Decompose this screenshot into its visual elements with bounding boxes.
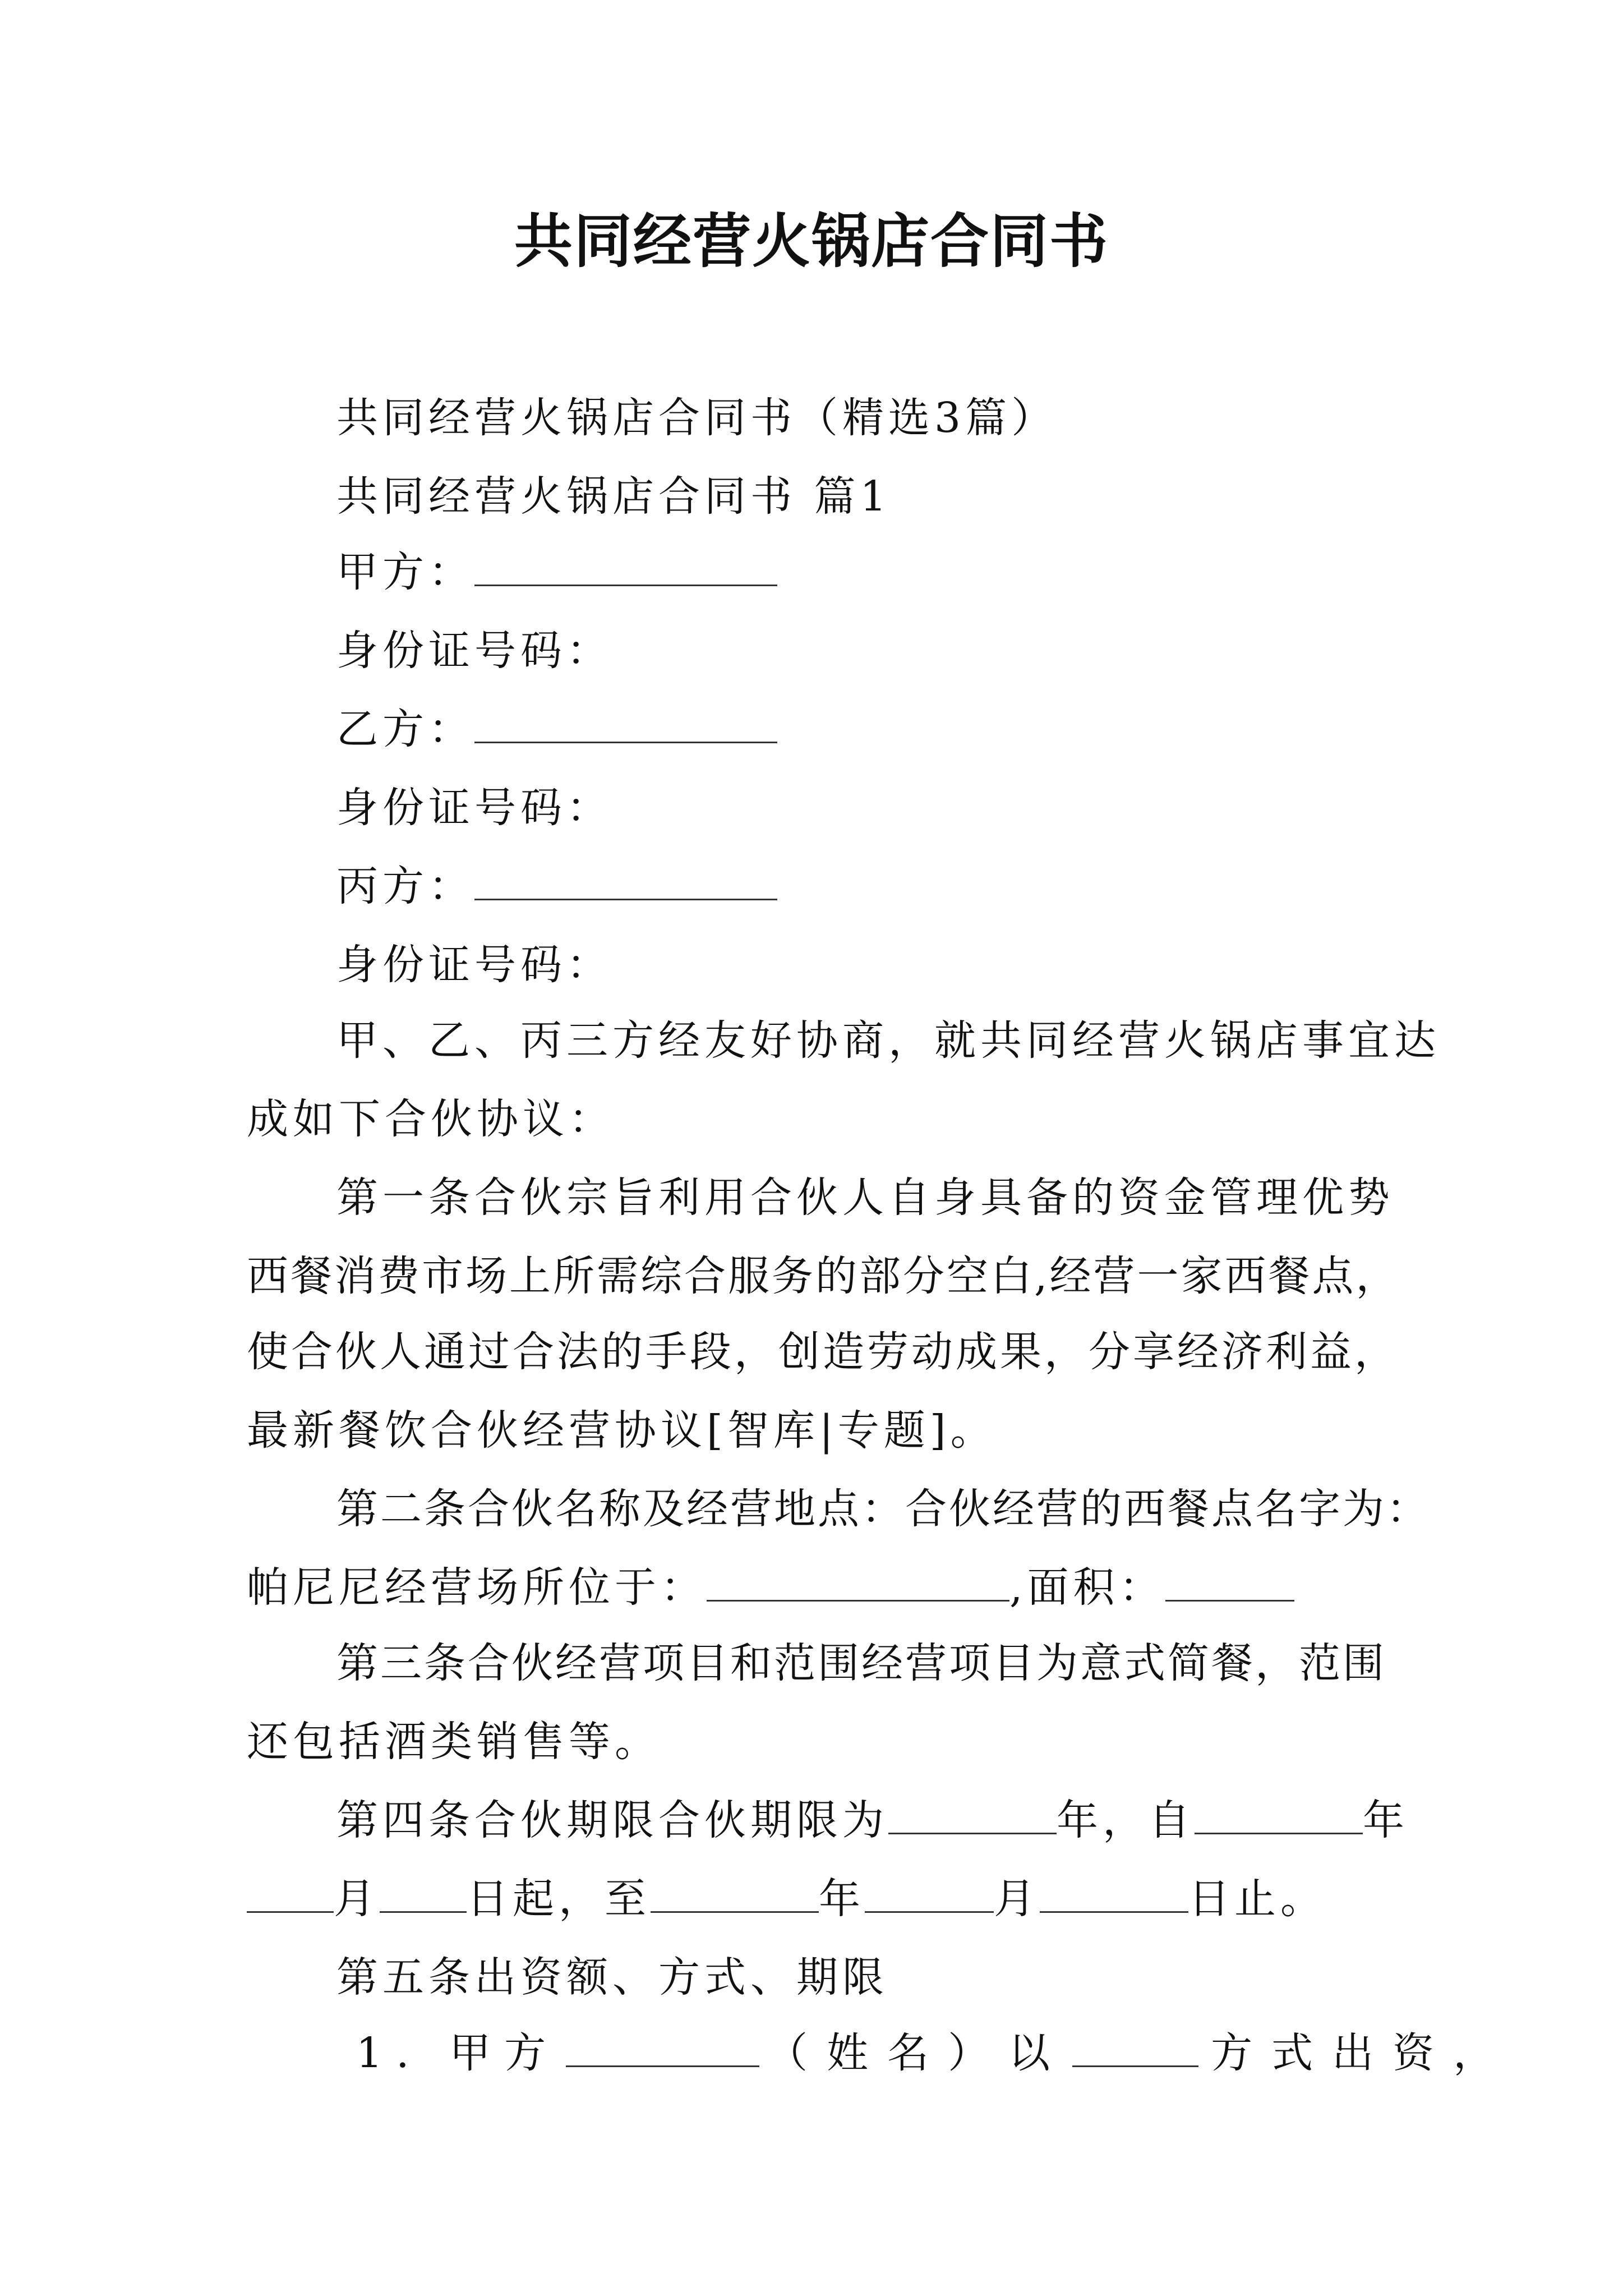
party-a-blank (474, 545, 777, 586)
party-b-id-line: 身份证号码： (336, 784, 612, 832)
start-day-blank (380, 1872, 467, 1913)
party-a-name-blank (566, 2026, 759, 2067)
start-year-blank (1195, 1793, 1363, 1834)
paragraph-line: 最新餐饮合伙经营协议[智库|专题]。 (247, 1406, 997, 1455)
party-b-label: 乙方： (336, 705, 474, 753)
document-title: 共同经营火锅店合同书 (514, 206, 1109, 275)
party-c-id-line: 身份证号码： (336, 941, 612, 989)
section-heading: 共同经营火锅店合同书 篇1 (336, 472, 891, 521)
location-blank (707, 1561, 1009, 1602)
party-a-line (336, 541, 777, 603)
month-label: 月 (334, 1875, 380, 1923)
party-a-id-line: 身份证号码： (336, 627, 612, 675)
date-range-line (247, 1868, 1326, 1930)
paragraph-line: 甲、乙、丙三方经友好协商，就共同经营火锅店事宜达 (336, 1016, 1440, 1065)
article-2-line: 第二条合伙名称及经营地点：合伙经营的西餐点名字为： (336, 1485, 1430, 1533)
paragraph-line: 西餐消费市场上所需综合服务的部分空白,经营一家西餐点， (247, 1252, 1400, 1300)
end-label: 日止。 (1188, 1875, 1326, 1923)
end-year-blank (651, 1872, 819, 1913)
article-1-line: 第一条合伙宗旨利用合伙人自身具备的资金管理优势 (336, 1174, 1394, 1222)
end-month-label: 月 (994, 1875, 1040, 1923)
end-month-blank (865, 1872, 994, 1913)
year-label: 年 (1363, 1796, 1409, 1844)
party-c-label: 丙方： (336, 862, 474, 910)
location-line (247, 1557, 1294, 1618)
end-year-label: 年 (819, 1875, 865, 1923)
party-a-label: 甲方： (336, 548, 474, 596)
term-label: 第四条合伙期限合伙期限为 (336, 1796, 888, 1844)
end-day-blank (1040, 1872, 1188, 1913)
term-years-blank (888, 1793, 1057, 1834)
method-blank (1072, 2026, 1198, 2067)
contrib-tail-label: 方式出资， (1211, 2029, 1514, 2077)
paragraph-line: 成如下合伙协议： (247, 1095, 615, 1143)
party-b-line (336, 698, 777, 760)
party-c-line (336, 855, 777, 917)
start-month-blank (247, 1872, 334, 1913)
article-5-line: 第五条出资额、方式、期限 (336, 1953, 888, 2001)
from-label: 年，自 (1057, 1796, 1195, 1844)
article-4-line (336, 1789, 1409, 1851)
subtitle-line: 共同经营火锅店合同书（精选3篇） (336, 394, 1058, 442)
area-blank (1165, 1561, 1294, 1602)
paragraph-line: 还包括酒类销售等。 (247, 1718, 661, 1766)
location-label: 帕尼尼经营场所位于： (247, 1563, 707, 1612)
party-b-blank (474, 702, 777, 743)
paragraph-line: 使合伙人通过合法的手段，创造劳动成果，分享经济利益， (247, 1328, 1399, 1376)
start-until-label: 日起，至 (467, 1875, 651, 1923)
contribution-line (356, 2022, 1514, 2084)
party-a-contrib-label: 1. 甲方 (356, 2029, 560, 2077)
name-method-label: （姓名）以 (766, 2029, 1069, 2077)
article-3-line: 第三条合伙经营项目和范围经营项目为意式简餐，范围 (336, 1639, 1386, 1687)
party-c-blank (474, 859, 777, 900)
area-label: ,面积： (1009, 1563, 1165, 1612)
